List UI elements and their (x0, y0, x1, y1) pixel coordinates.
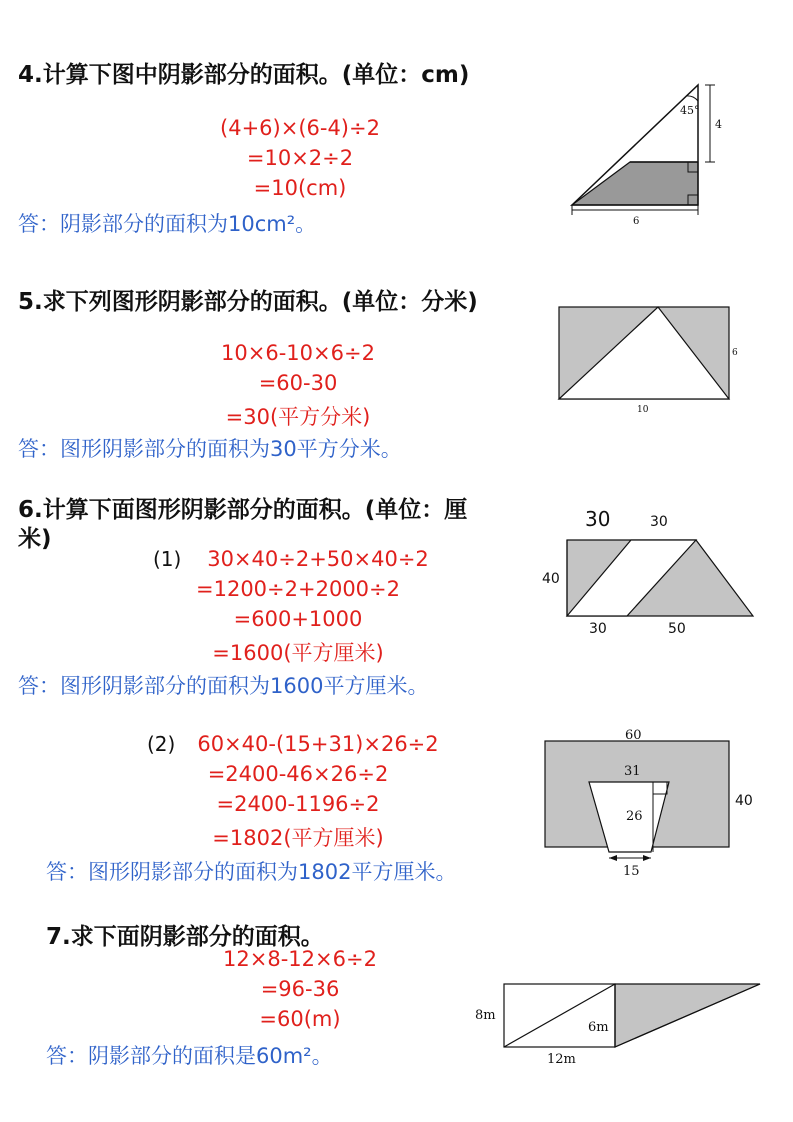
q6-part1-bottom-left-label: 30 (589, 621, 607, 637)
q6-part1-answer: 答：图形阴影部分的面积为1600平方厘米。 (18, 674, 429, 698)
q6-part2-right-label: 40 (735, 793, 753, 809)
q7-title: 7.求下面阴影部分的面积。 (46, 924, 324, 950)
q6-part2-answer: 答：图形阴影部分的面积为1802平方厘米。 (46, 860, 457, 884)
q7-bottom-label: 12m (547, 1052, 576, 1067)
q6-part2-calc-line-1: 60×40-(15+31)×26÷2 (197, 732, 439, 756)
q4-answer: 答：阴影部分的面积为10cm²。 (18, 212, 317, 236)
q6-part2-figure (540, 725, 770, 883)
q7-left-label: 8m (475, 1008, 496, 1023)
q6-part1-bottom-right-label: 50 (668, 621, 686, 637)
q4-angle-label: 45° (680, 104, 700, 117)
q6-part1-top-left-label: 30 (585, 507, 611, 531)
q6-part2-calc-line-2: =2400-46×26÷2 (207, 762, 389, 786)
q5-calc-line-1: 10×6-10×6÷2 (221, 341, 375, 365)
q5-figure (555, 305, 745, 420)
q6-part1-top-right-label: 30 (650, 514, 668, 530)
q7-calc-line-3: =60(m) (259, 1007, 341, 1031)
q6-part1-left-label: 40 (542, 571, 560, 587)
q7-figure (470, 975, 770, 1067)
q5-calc-line-2: =60-30 (258, 371, 338, 395)
q4-calc-line-1: (4+6)×(6-4)÷2 (220, 116, 380, 140)
q6-part1-label: (1) (153, 547, 182, 571)
q7-answer: 答：阴影部分的面积是60m²。 (46, 1044, 333, 1068)
q6-part2-trap-height-label: 26 (626, 809, 643, 824)
q5-side-label: 6 (732, 348, 738, 358)
q7-calc-line-1: 12×8-12×6÷2 (223, 947, 377, 971)
q5-calc-line-3: =30(平方分米) (225, 405, 371, 429)
q6-part2-top-label: 60 (625, 728, 642, 743)
q4-height-label: 4 (715, 118, 722, 131)
q6-part2-trap-bottom-label: 15 (623, 864, 640, 879)
q4-figure (560, 80, 740, 230)
q6-part1-calc-line-2: =1200÷2+2000÷2 (196, 577, 400, 601)
q4-calc-line-2: =10×2÷2 (246, 146, 354, 170)
q6-part2-calc-line-4: =1802(平方厘米) (212, 826, 384, 850)
q4-calc-line-3: =10(cm) (253, 176, 347, 200)
q4-base-label: 6 (633, 216, 640, 227)
q5-bottom-label: 10 (637, 405, 649, 415)
q6-part1-calc-line-4: =1600(平方厘米) (212, 641, 384, 665)
q6-part1-calc-line-3: =600+1000 (233, 607, 363, 631)
q7-mid-label: 6m (588, 1020, 609, 1035)
q6-part2-calc-line-3: =2400-1196÷2 (216, 792, 380, 816)
q6-part2-label: (2) (147, 732, 176, 756)
q5-title: 5.求下列图形阴影部分的面积。(单位：分米) (18, 289, 478, 315)
q6-title-line-2: 米) (18, 526, 52, 552)
q5-answer: 答：图形阴影部分的面积为30平方分米。 (18, 437, 402, 461)
q6-part2-trap-top-label: 31 (624, 764, 641, 779)
q4-title: 4.计算下图中阴影部分的面积。(单位：cm) (18, 62, 470, 88)
q7-calc-line-2: =96-36 (260, 977, 340, 1001)
q6-part1-figure (540, 507, 760, 637)
q6-part1-calc-line-1: 30×40÷2+50×40÷2 (207, 547, 429, 571)
q6-title-line-1: 6.计算下面图形阴影部分的面积。(单位：厘 (18, 497, 468, 523)
